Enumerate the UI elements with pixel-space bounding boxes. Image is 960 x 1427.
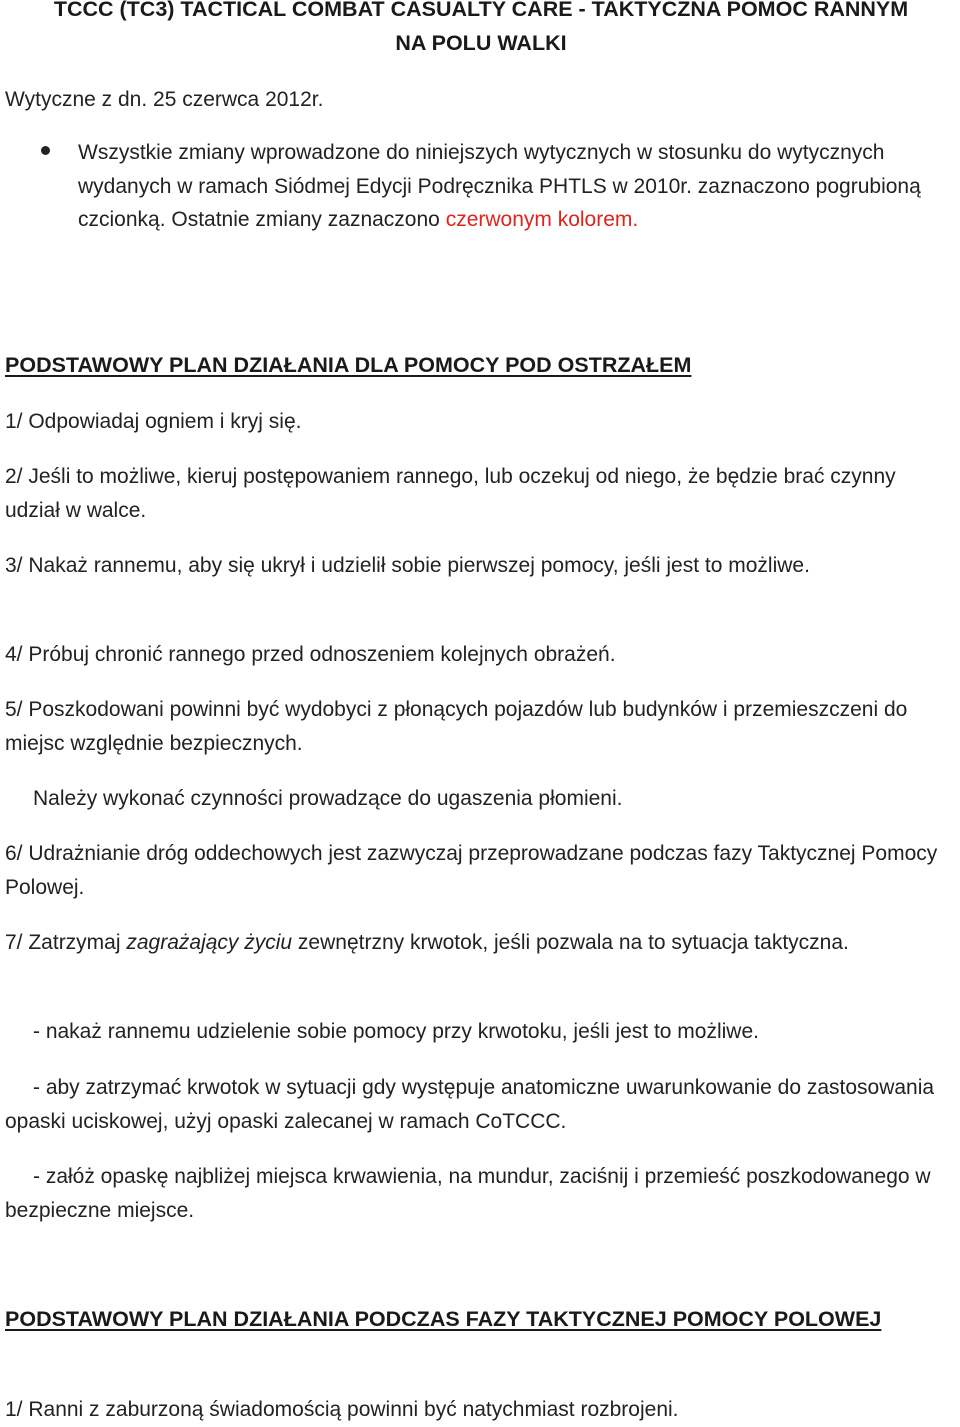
section1-item-7: 7/ Zatrzymaj zagrażający życiu zewnętrzny krwotok, jeśli pozwala na to sytuacja taktyczna. (5, 931, 849, 954)
italic-emphasis: zagrażający życiu (126, 931, 293, 954)
bullet-dot-icon (41, 146, 50, 155)
section1-item-7-sub-1: - nakaż rannemu udzielenie sobie pomocy przy krwotoku, jeśli jest to możliwe. (33, 1020, 759, 1043)
section2-item-1: 1/ Ranni z zaburzoną świadomością powinni być natychmiast rozbrojeni. (5, 1398, 679, 1421)
title-line-2: NA POLU WALKI (395, 31, 567, 55)
section1-item-5: 5/ Poszkodowani powinni być wydobyci z płonących pojazdów lub budynków i przemieszczeni do miejsc względnie bezpiecznych. (5, 698, 908, 755)
section1-item-1: 1/ Odpowiadaj ogniem i kryj się. (5, 410, 302, 433)
guidelines-date: Wytyczne z dn. 25 czerwca 2012r. (5, 88, 324, 111)
intro-red-text: czerwonym kolorem. (445, 208, 639, 231)
section1-item-4: 4/ Próbuj chronić rannego przed odnoszeniem kolejnych obrażeń. (5, 643, 616, 666)
section1-heading: PODSTAWOWY PLAN DZIAŁANIA DLA POMOCY POD OSTRZAŁEM (5, 353, 692, 377)
section1-item-7-sub-2: - aby zatrzymać krwotok w sytuacji gdy występuje anatomiczne uwarunkowanie do zastosowania opaski uciskowej, użyj opaski zalecanej w ramach CoTCCC. (5, 1076, 935, 1133)
section1-item-5-note: Należy wykonać czynności prowadzące do ugaszenia płomieni. (33, 787, 623, 810)
section1-item-7-sub-3: - załóż opaskę najbliżej miejsca krwawienia, na mundur, zaciśnij i przemieść poszkodowanego w bezpieczne miejsce. (5, 1165, 931, 1222)
document-title (5, 0, 957, 60)
intro-bullet (78, 136, 948, 237)
section1-item-2: 2/ Jeśli to możliwe, kieruj postępowaniem rannego, lub oczekuj od niego, że będzie brać czynny udział w walce. (5, 465, 896, 522)
section2-heading: PODSTAWOWY PLAN DZIAŁANIA PODCZAS FAZY TAKTYCZNEJ POMOCY POLOWEJ (5, 1307, 882, 1331)
section1-item-3: 3/ Nakaż rannemu, aby się ukrył i udzielił sobie pierwszej pomocy, jeśli jest to możliwe. (5, 554, 810, 577)
section1-item-6: 6/ Udrażnianie dróg oddechowych jest zazwyczaj przeprowadzane podczas fazy Taktycznej Pomocy Polowej. (5, 842, 938, 899)
title-line-1: TCCC (TC3) TACTICAL COMBAT CASUALTY CARE - TAKTYCZNA POMOC RANNYM (53, 0, 909, 21)
intro-text: Wszystkie zmiany wprowadzone do niniejszych wytycznych w stosunku do wytycznych wydanych w ramach Siódmej Edycji Podręcznika PHTLS w 2010r. zaznaczono pogrubioną czcionką. Ostatnie zmiany zaznaczono (78, 141, 921, 231)
